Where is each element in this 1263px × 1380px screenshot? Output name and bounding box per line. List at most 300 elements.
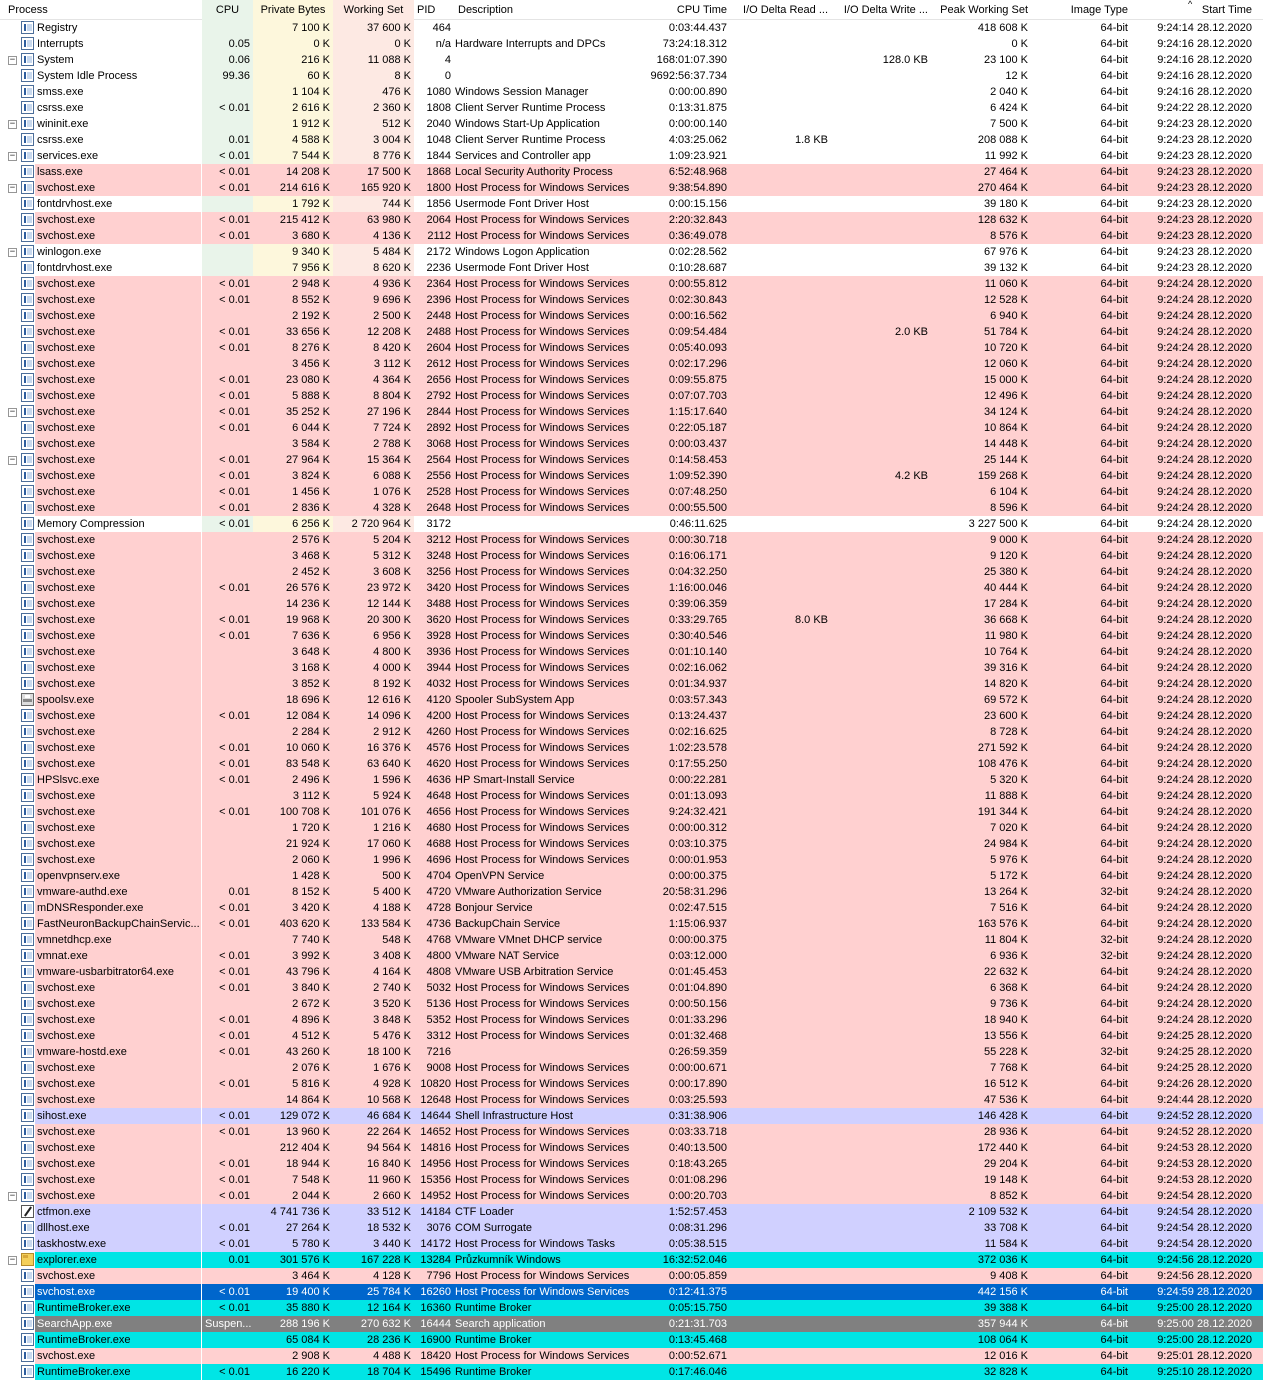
cell-image-type: 64-bit: [1031, 1284, 1131, 1300]
cell-cpu: < 0.01: [202, 1108, 253, 1124]
cell-description: Host Process for Windows Services: [455, 326, 630, 338]
process-row[interactable]: [0, 228, 1263, 244]
process-row[interactable]: [0, 20, 1263, 36]
cell-start-time: 9:24:23 28.12.2020: [1131, 164, 1255, 180]
process-row[interactable]: [0, 1124, 1263, 1140]
cell-pid: 4704: [414, 868, 454, 884]
column-header-working-set[interactable]: Working Set: [333, 0, 414, 20]
process-row[interactable]: [0, 900, 1263, 916]
process-row[interactable]: [0, 276, 1263, 292]
process-row[interactable]: [0, 548, 1263, 564]
process-row[interactable]: [0, 516, 1263, 532]
cell-io-read: [730, 740, 831, 756]
cell-pid: 2564: [414, 452, 454, 468]
cell-start-time: 9:24:24 28.12.2020: [1131, 564, 1255, 580]
cell-cpu: < 0.01: [202, 1028, 253, 1044]
cell-io-read: [730, 276, 831, 292]
cell-private-bytes: 9 340 K: [253, 244, 333, 260]
cell-io-read: [730, 852, 831, 868]
row-tail: [1255, 996, 1263, 1012]
cell-peak-ws: 13 556 K: [931, 1028, 1031, 1044]
process-row[interactable]: [0, 1220, 1263, 1236]
cell-working-set: 8 620 K: [333, 260, 414, 276]
cell-cpu: < 0.01: [202, 1236, 253, 1252]
cell-cpu: < 0.01: [202, 772, 253, 788]
cell-cpu: < 0.01: [202, 916, 253, 932]
cell-image-type: 64-bit: [1031, 980, 1131, 996]
cell-start-time: 9:25:00 28.12.2020: [1131, 1300, 1255, 1316]
process-row[interactable]: [0, 644, 1263, 660]
process-row[interactable]: [0, 996, 1263, 1012]
cell-image-type: 64-bit: [1031, 372, 1131, 388]
process-icon: [21, 1045, 34, 1058]
cell-io-write: [831, 756, 931, 772]
process-row[interactable]: [0, 1188, 1263, 1204]
cell-peak-ws: 108 064 K: [931, 1332, 1031, 1348]
row-tail: [1255, 212, 1263, 228]
column-header-io-read[interactable]: I/O Delta Read ...: [743, 4, 828, 16]
process-row[interactable]: [0, 36, 1263, 52]
cell-peak-ws: 11 888 K: [931, 788, 1031, 804]
cell-private-bytes: 3 420 K: [253, 900, 333, 916]
cell-peak-ws: 11 584 K: [931, 1236, 1031, 1252]
row-tail: [1255, 1236, 1263, 1252]
collapse-toggle-icon[interactable]: −: [9, 1255, 16, 1265]
process-row[interactable]: [0, 164, 1263, 180]
process-row[interactable]: [0, 676, 1263, 692]
process-row[interactable]: [0, 1252, 1263, 1268]
cell-cpu-time: 0:01:45.453: [630, 964, 730, 980]
cell-start-time: 9:24:54 28.12.2020: [1131, 1188, 1255, 1204]
cell-pid: 2844: [414, 404, 454, 420]
cell-start-time: 9:24:24 28.12.2020: [1131, 836, 1255, 852]
cell-cpu: < 0.01: [202, 276, 253, 292]
cell-working-set: 4 128 K: [333, 1268, 414, 1284]
cell-io-write: [831, 340, 931, 356]
process-row[interactable]: [0, 1156, 1263, 1172]
cell-io-write: [831, 36, 931, 52]
cell-description: Host Process for Windows Services: [455, 646, 630, 658]
process-row[interactable]: [0, 692, 1263, 708]
cell-cpu-time: 0:07:07.703: [630, 388, 730, 404]
process-row[interactable]: [0, 948, 1263, 964]
cell-io-write: [831, 1012, 931, 1028]
process-name: vmware-authd.exe: [35, 884, 201, 900]
cell-cpu-time: 0:02:16.062: [630, 660, 730, 676]
cell-working-set: 1 216 K: [333, 820, 414, 836]
cell-working-set: 17 060 K: [333, 836, 414, 852]
cell-description: Host Process for Windows Services: [455, 758, 630, 770]
cell-cpu-time: 0:03:44.437: [630, 20, 730, 36]
process-name: svchost.exe: [35, 212, 201, 228]
cell-start-time: 9:24:14 28.12.2020: [1131, 20, 1255, 36]
cell-description: [454, 52, 630, 68]
cell-peak-ws: 8 852 K: [931, 1188, 1031, 1204]
cell-working-set: 8 420 K: [333, 340, 414, 356]
cell-io-write: [831, 612, 931, 628]
process-name: System: [35, 52, 201, 68]
process-name: svchost.exe: [35, 996, 201, 1012]
cell-pid: 4768: [414, 932, 454, 948]
cell-pid: 5352: [414, 1012, 454, 1028]
row-tail: [1255, 564, 1263, 580]
process-row[interactable]: [0, 84, 1263, 100]
process-name: svchost.exe: [35, 628, 201, 644]
cell-pid: 14172: [414, 1236, 454, 1252]
cell-working-set: 2 740 K: [333, 980, 414, 996]
cell-private-bytes: 7 544 K: [253, 148, 333, 164]
cell-description: Host Process for Windows Services: [455, 1270, 630, 1282]
cell-description: Host Process for Windows Services: [455, 822, 630, 834]
process-row[interactable]: [0, 500, 1263, 516]
process-row[interactable]: [0, 180, 1263, 196]
cell-description: OpenVPN Service: [454, 868, 630, 884]
process-row[interactable]: [0, 404, 1263, 420]
cell-io-read: [730, 436, 831, 452]
cell-io-write: [831, 836, 931, 852]
column-header-image-type[interactable]: Image Type: [1070, 4, 1128, 16]
process-name: svchost.exe: [35, 180, 201, 196]
cell-description: Host Process for Windows Services: [455, 470, 630, 482]
process-row[interactable]: [0, 468, 1263, 484]
cell-cpu: [202, 1140, 253, 1156]
cell-working-set: 23 972 K: [333, 580, 414, 596]
process-row[interactable]: [0, 1268, 1263, 1284]
cell-cpu-time: 0:33:29.765: [630, 612, 730, 628]
cell-cpu: [202, 836, 253, 852]
cell-peak-ws: 11 980 K: [931, 628, 1031, 644]
process-row[interactable]: [0, 340, 1263, 356]
cell-pid: 14652: [414, 1124, 454, 1140]
process-row[interactable]: [0, 1092, 1263, 1108]
row-tail: [1255, 628, 1263, 644]
cell-io-write: [831, 1140, 931, 1156]
process-row[interactable]: [0, 1300, 1263, 1316]
cell-peak-ws: 146 428 K: [931, 1108, 1031, 1124]
cell-working-set: 5 476 K: [333, 1028, 414, 1044]
row-tail: [1255, 708, 1263, 724]
cell-private-bytes: 13 960 K: [253, 1124, 333, 1140]
process-row[interactable]: [0, 820, 1263, 836]
cell-cpu: < 0.01: [202, 1044, 253, 1060]
cell-description: Bonjour Service: [454, 900, 630, 916]
cell-io-write: [831, 740, 931, 756]
cell-io-read: [730, 660, 831, 676]
cell-peak-ws: 9 408 K: [931, 1268, 1031, 1284]
cell-cpu-time: 4:03:25.062: [630, 132, 730, 148]
process-row[interactable]: [0, 1060, 1263, 1076]
cell-start-time: 9:24:24 28.12.2020: [1131, 484, 1255, 500]
cell-io-read: [730, 932, 831, 948]
cell-private-bytes: 3 456 K: [253, 356, 333, 372]
cell-io-write: [831, 196, 931, 212]
cell-image-type: 64-bit: [1031, 180, 1131, 196]
cell-io-read: [730, 452, 831, 468]
cell-image-type: 64-bit: [1031, 356, 1131, 372]
process-row[interactable]: [0, 1348, 1263, 1364]
process-row[interactable]: [0, 452, 1263, 468]
process-row[interactable]: [0, 1044, 1263, 1060]
column-header-process[interactable]: Process: [8, 4, 48, 16]
cell-start-time: 9:24:24 28.12.2020: [1131, 340, 1255, 356]
process-row[interactable]: [0, 708, 1263, 724]
process-row[interactable]: [0, 260, 1263, 276]
collapse-toggle-icon[interactable]: −: [9, 455, 16, 465]
cell-io-write: [831, 1268, 931, 1284]
cell-cpu: < 0.01: [202, 1172, 253, 1188]
process-row[interactable]: [0, 964, 1263, 980]
cell-description: Usermode Font Driver Host: [454, 196, 630, 212]
cell-io-write: [831, 1124, 931, 1140]
process-name: taskhostw.exe: [35, 1236, 201, 1252]
cell-working-set: 17 500 K: [333, 164, 414, 180]
process-row[interactable]: [0, 1204, 1263, 1220]
collapse-toggle-icon[interactable]: −: [9, 1191, 16, 1201]
column-header-private-bytes[interactable]: Private Bytes: [253, 0, 333, 20]
cell-cpu-time: 0:03:33.718: [630, 1124, 730, 1140]
process-name: fontdrvhost.exe: [35, 260, 201, 276]
cell-pid: 16444: [414, 1316, 454, 1332]
cell-working-set: 4 136 K: [333, 228, 414, 244]
process-row[interactable]: [0, 932, 1263, 948]
process-row[interactable]: [0, 612, 1263, 628]
cell-cpu: [202, 996, 253, 1012]
process-row[interactable]: [0, 916, 1263, 932]
process-row[interactable]: [0, 132, 1263, 148]
cell-working-set: 5 400 K: [333, 884, 414, 900]
process-row[interactable]: [0, 436, 1263, 452]
cell-io-read: [730, 68, 831, 84]
process-row[interactable]: [0, 116, 1263, 132]
cell-cpu: [202, 244, 253, 260]
process-row[interactable]: [0, 804, 1263, 820]
cell-io-read: [730, 500, 831, 516]
process-icon: [21, 565, 34, 578]
cell-start-time: 9:24:52 28.12.2020: [1131, 1124, 1255, 1140]
cell-io-write: [831, 692, 931, 708]
cell-start-time: 9:24:24 28.12.2020: [1131, 996, 1255, 1012]
process-row[interactable]: [0, 1172, 1263, 1188]
cell-cpu: < 0.01: [202, 1284, 253, 1300]
cell-pid: 9008: [414, 1060, 454, 1076]
cell-cpu: [202, 932, 253, 948]
cell-private-bytes: 215 412 K: [253, 212, 333, 228]
process-row[interactable]: [0, 580, 1263, 596]
cell-working-set: 4 000 K: [333, 660, 414, 676]
process-row[interactable]: [0, 596, 1263, 612]
process-icon: [21, 421, 34, 434]
cell-io-read: [730, 1364, 831, 1380]
process-row[interactable]: [0, 1364, 1263, 1380]
row-tail: [1255, 308, 1263, 324]
cell-peak-ws: 39 388 K: [931, 1300, 1031, 1316]
cell-working-set: 0 K: [333, 36, 414, 52]
process-row[interactable]: [0, 308, 1263, 324]
process-icon: [21, 261, 34, 274]
process-row[interactable]: [0, 1028, 1263, 1044]
cell-start-time: 9:24:25 28.12.2020: [1131, 1028, 1255, 1044]
cell-io-write: [831, 180, 931, 196]
row-tail: [1255, 1332, 1263, 1348]
cell-io-read: [730, 1092, 831, 1108]
process-name: svchost.exe: [35, 452, 201, 468]
process-row[interactable]: [0, 372, 1263, 388]
process-row[interactable]: [0, 628, 1263, 644]
process-row[interactable]: [0, 52, 1263, 68]
process-row[interactable]: [0, 1284, 1263, 1300]
cell-working-set: 8 804 K: [333, 388, 414, 404]
cell-cpu: < 0.01: [202, 148, 253, 164]
process-row[interactable]: [0, 196, 1263, 212]
cell-io-read: [730, 100, 831, 116]
row-tail: [1255, 228, 1263, 244]
cell-working-set: 18 704 K: [333, 1364, 414, 1380]
process-row[interactable]: [0, 1236, 1263, 1252]
cell-cpu-time: 0:00:20.703: [630, 1188, 730, 1204]
process-row[interactable]: [0, 868, 1263, 884]
cell-pid: 2604: [414, 340, 454, 356]
column-header-start-time[interactable]: Start Time: [1201, 4, 1252, 16]
column-header-cpu[interactable]: CPU: [202, 0, 253, 20]
cell-io-read: [730, 356, 831, 372]
cell-cpu: < 0.01: [202, 756, 253, 772]
collapse-toggle-icon[interactable]: −: [9, 151, 16, 161]
cell-start-time: 9:24:24 28.12.2020: [1131, 452, 1255, 468]
cell-cpu-time: 20:58:31.296: [630, 884, 730, 900]
cell-cpu: < 0.01: [202, 1220, 253, 1236]
process-row[interactable]: [0, 388, 1263, 404]
process-row[interactable]: [0, 292, 1263, 308]
process-icon: [21, 485, 34, 498]
row-tail: [1255, 1364, 1263, 1380]
cell-cpu-time: 0:04:32.250: [630, 564, 730, 580]
cell-private-bytes: 16 220 K: [253, 1364, 333, 1380]
process-row[interactable]: [0, 1012, 1263, 1028]
row-tail: [1255, 868, 1263, 884]
cell-working-set: 25 784 K: [333, 1284, 414, 1300]
process-row[interactable]: [0, 68, 1263, 84]
collapse-toggle-icon[interactable]: −: [9, 247, 16, 257]
process-row[interactable]: [0, 356, 1263, 372]
cell-image-type: 64-bit: [1031, 196, 1131, 212]
column-header-io-write[interactable]: I/O Delta Write ...: [843, 4, 928, 16]
cell-image-type: 64-bit: [1031, 516, 1131, 532]
cell-image-type: 64-bit: [1031, 580, 1131, 596]
cell-peak-ws: 12 K: [931, 68, 1031, 84]
cell-io-write: [831, 212, 931, 228]
column-header-pid[interactable]: PID: [417, 4, 436, 16]
cell-image-type: 64-bit: [1031, 772, 1131, 788]
process-row[interactable]: [0, 324, 1263, 340]
cell-image-type: 64-bit: [1031, 292, 1131, 308]
process-row[interactable]: [0, 836, 1263, 852]
process-row[interactable]: [0, 980, 1263, 996]
cell-io-write: [831, 772, 931, 788]
column-header-peak-ws[interactable]: Peak Working Set: [940, 4, 1028, 16]
process-row[interactable]: [0, 1316, 1263, 1332]
cell-image-type: 64-bit: [1031, 836, 1131, 852]
cell-private-bytes: 10 060 K: [253, 740, 333, 756]
cell-image-type: 64-bit: [1031, 468, 1131, 484]
cell-peak-ws: 9 736 K: [931, 996, 1031, 1012]
process-name: svchost.exe: [35, 388, 201, 404]
cell-description: Host Process for Windows Services: [455, 1014, 630, 1026]
process-row[interactable]: [0, 1332, 1263, 1348]
process-row[interactable]: [0, 660, 1263, 676]
cell-io-read: [730, 340, 831, 356]
cell-cpu: < 0.01: [202, 372, 253, 388]
process-row[interactable]: [0, 564, 1263, 580]
cell-cpu: < 0.01: [202, 708, 253, 724]
cell-io-read: [730, 868, 831, 884]
process-row[interactable]: [0, 420, 1263, 436]
process-row[interactable]: [0, 852, 1263, 868]
process-icon: [21, 373, 34, 386]
process-row[interactable]: [0, 100, 1263, 116]
cell-pid: 2112: [414, 228, 454, 244]
cell-cpu: [202, 532, 253, 548]
process-row[interactable]: [0, 148, 1263, 164]
process-row[interactable]: [0, 532, 1263, 548]
collapse-toggle-icon[interactable]: −: [9, 55, 16, 65]
process-row[interactable]: [0, 756, 1263, 772]
process-icon: [21, 725, 34, 738]
cell-io-read: [730, 548, 831, 564]
cell-description: Host Process for Windows Services: [455, 806, 630, 818]
row-tail: [1255, 884, 1263, 900]
cell-cpu: 0.01: [202, 884, 253, 900]
cell-private-bytes: 1 792 K: [253, 196, 333, 212]
collapse-toggle-icon[interactable]: −: [9, 119, 16, 129]
process-row[interactable]: [0, 724, 1263, 740]
cell-working-set: 512 K: [333, 116, 414, 132]
process-row[interactable]: [0, 484, 1263, 500]
row-tail: [1255, 756, 1263, 772]
cell-image-type: 32-bit: [1031, 1044, 1131, 1060]
column-header-description[interactable]: Description: [458, 4, 514, 16]
cell-cpu-time: 0:00:00.375: [630, 932, 730, 948]
cell-working-set: 15 364 K: [333, 452, 414, 468]
row-tail: [1255, 1108, 1263, 1124]
process-row[interactable]: [0, 212, 1263, 228]
process-row[interactable]: [0, 244, 1263, 260]
cell-image-type: 64-bit: [1031, 820, 1131, 836]
cell-start-time: 9:24:24 28.12.2020: [1131, 916, 1255, 932]
row-tail: [1255, 1268, 1263, 1284]
column-header-cpu-time[interactable]: CPU Time: [676, 4, 727, 16]
process-row[interactable]: [0, 772, 1263, 788]
process-row[interactable]: [0, 1076, 1263, 1092]
cell-private-bytes: 2 044 K: [253, 1188, 333, 1204]
cell-cpu-time: 16:32:52.046: [630, 1252, 730, 1268]
process-row[interactable]: [0, 740, 1263, 756]
collapse-toggle-icon[interactable]: −: [9, 183, 16, 193]
collapse-toggle-icon[interactable]: −: [9, 407, 16, 417]
process-row[interactable]: [0, 1108, 1263, 1124]
process-row[interactable]: [0, 788, 1263, 804]
cell-start-time: 9:24:24 28.12.2020: [1131, 756, 1255, 772]
row-tail: [1255, 1028, 1263, 1044]
cell-image-type: 64-bit: [1031, 148, 1131, 164]
cell-start-time: 9:24:24 28.12.2020: [1131, 676, 1255, 692]
row-tail: [1255, 436, 1263, 452]
process-icon: [21, 437, 34, 450]
process-row[interactable]: [0, 884, 1263, 900]
process-row[interactable]: [0, 1140, 1263, 1156]
cell-peak-ws: 39 316 K: [931, 660, 1031, 676]
cell-description: Usermode Font Driver Host: [454, 260, 630, 276]
cell-description: Host Process for Windows Services: [455, 1286, 630, 1298]
